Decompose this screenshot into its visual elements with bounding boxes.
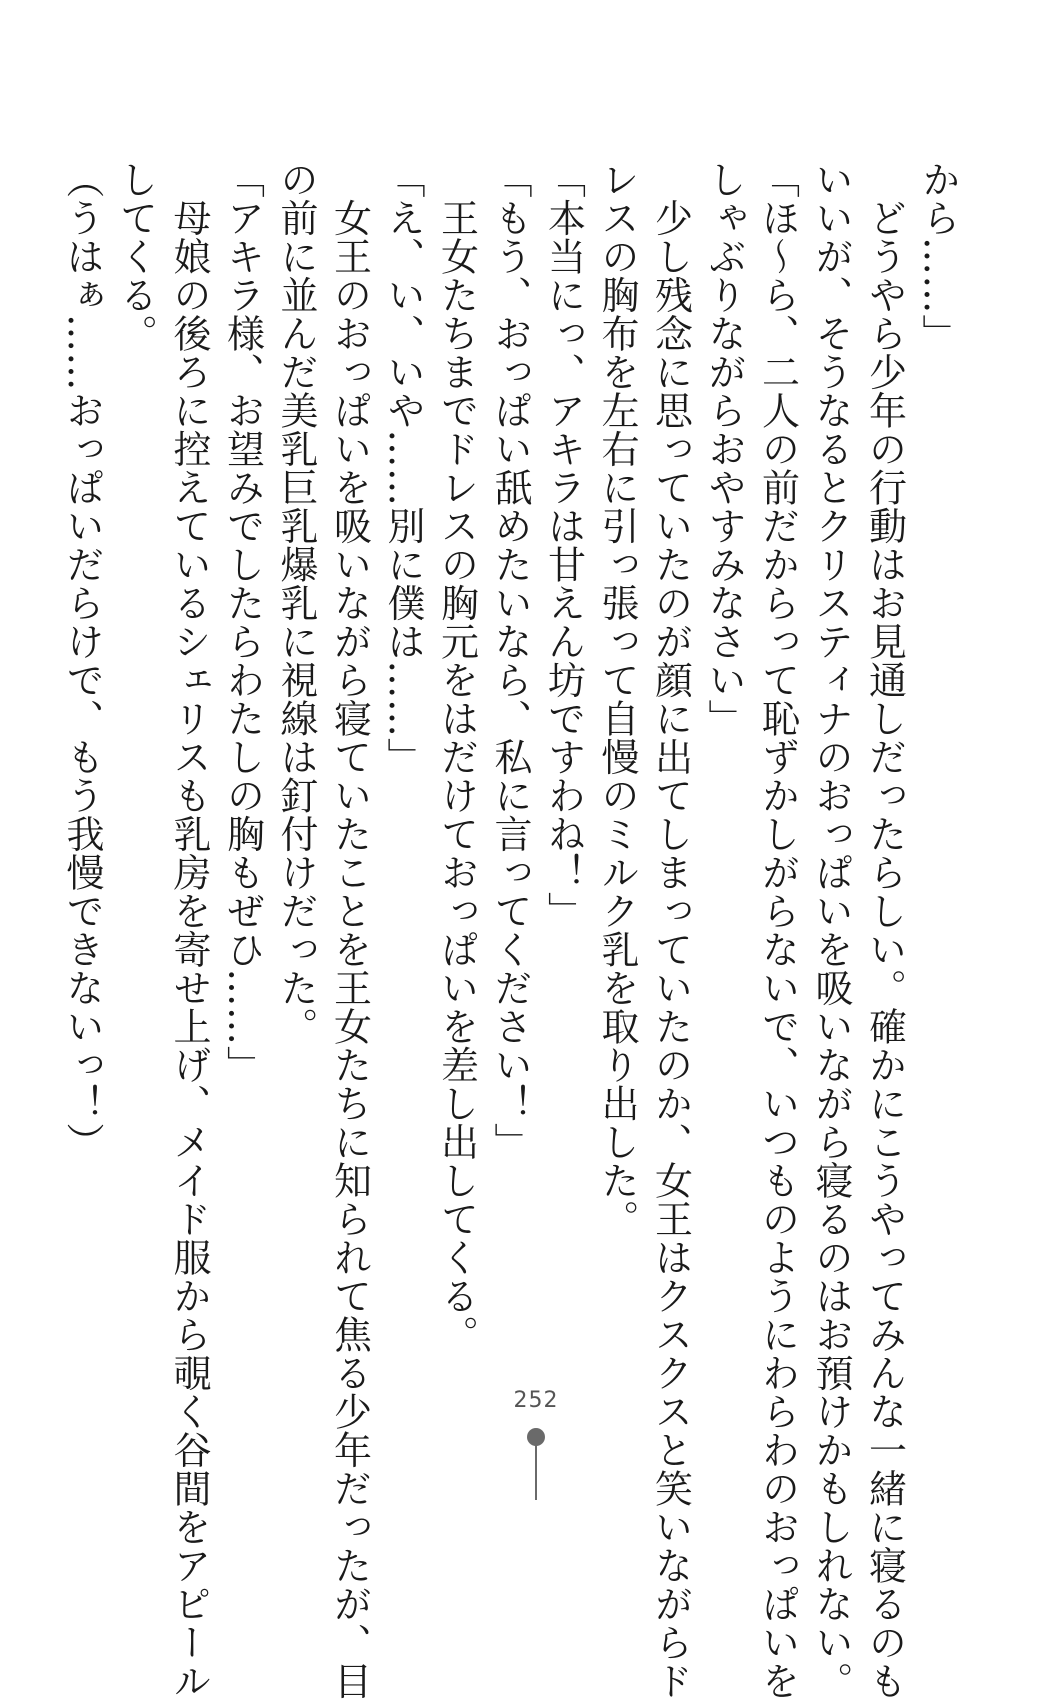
page-number: 252 xyxy=(513,1388,559,1413)
text-line: しゃぶりながらおやすみなさい」 xyxy=(702,160,746,738)
text-line: 女王のおっぱいを吸いながら寝ていたことを王女たちに知られて焦る少年だったが、目 xyxy=(327,160,372,1700)
text-line: （うはぁ……おっぱいだらけで、もう我慢できないっ！） xyxy=(60,160,104,1161)
text-line: 「ほ〜ら、二人の前だからって恥ずかしがらないで、いつものようにわらわのおっぱいを xyxy=(755,160,800,1700)
text-line: から……」 xyxy=(916,160,960,353)
text-line: 「アキラ様、お望みでしたらわたしの胸もぜひ……」 xyxy=(220,160,265,1084)
text-line: 「本当にっ、アキラは甘えん坊ですわね！」 xyxy=(541,160,586,930)
text-line: 母娘の後ろに控えているシェリスも乳房を寄せ上げ、メイド服から覗く谷間をアピール xyxy=(167,160,211,1700)
text-line: どうやら少年の行動はお見通しだったらしい。確かにこうやってみんな一緒に寝るのも xyxy=(862,160,907,1700)
page-marker-stem xyxy=(535,1444,537,1500)
text-line: レスの胸布を左右に引っ張って自慢のミルク乳を取り出した。 xyxy=(595,160,639,1238)
text-line: 王女たちまでドレスの胸元をはだけておっぱいを差し出してくる。 xyxy=(434,160,479,1354)
text-line: の前に並んだ美乳巨乳爆乳に視線は釘付けだった。 xyxy=(274,160,318,1046)
text-line: いいが、そうなるとクリスティナのおっぱいを吸いながら寝るのはお預けかもしれない。 xyxy=(809,160,853,1700)
text-line: 「え、い、いや……別に僕は……」 xyxy=(381,160,425,776)
text-line: 少し残念に思っていたのが顔に出てしまっていたのか、女王はクスクスと笑いながらド xyxy=(648,160,693,1700)
text-line: 「もう、おっぱい舐めたいなら、私に言ってください！」 xyxy=(488,160,532,1161)
text-line: してくる。 xyxy=(113,160,158,353)
